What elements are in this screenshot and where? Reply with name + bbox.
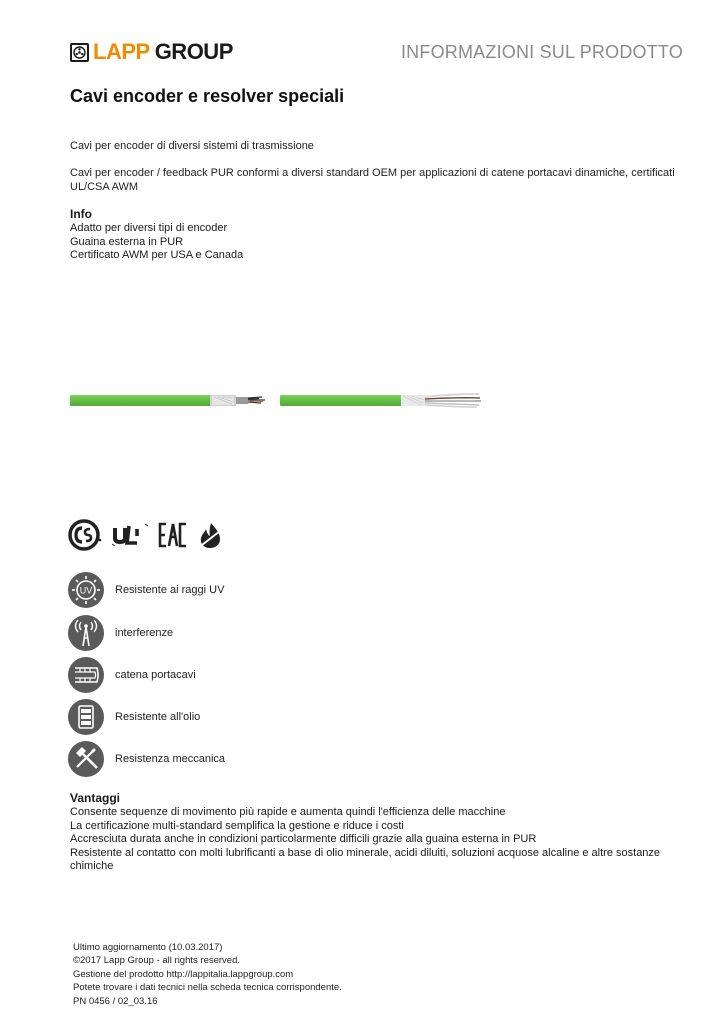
vantaggi-item: Accresciuta durata anche in condizioni particolarmente difficili grazie alla guaina esterna in PUR bbox=[70, 833, 537, 845]
feature-uv bbox=[68, 572, 225, 608]
flame-retardant-icon bbox=[198, 521, 224, 549]
svg-text:UV: UV bbox=[79, 585, 93, 596]
vantaggi-item: La certificazione multi-standard semplifica la gestione e riduce i costi bbox=[70, 819, 404, 832]
info-heading: Info bbox=[70, 207, 92, 221]
section-label: INFORMAZIONI SUL PRODOTTO bbox=[400, 42, 683, 62]
eac-mark-icon bbox=[158, 522, 188, 548]
info-item: Guaina esterna in PUR bbox=[70, 235, 184, 248]
vantaggi-item: Consente sequenze di movimento più rapide e aumenta quindi l'efficienza delle macchine bbox=[70, 806, 506, 818]
cable-image-1 bbox=[70, 395, 275, 406]
csa-mark-icon bbox=[68, 518, 102, 552]
uv-icon bbox=[68, 572, 104, 608]
intro-paragraph-1: Cavi per encoder di diversi sistemi di trasmissione bbox=[70, 140, 314, 152]
cable-image-2 bbox=[280, 395, 485, 406]
footer-updated: Ultimo aggiornamento (10.03.2017) bbox=[73, 942, 223, 953]
oil-icon bbox=[68, 699, 104, 735]
feature-label: Resistente all'olio bbox=[115, 711, 201, 723]
footer-pn: PN 0456 / 02_03.16 bbox=[73, 995, 158, 1007]
feature-label: catena portacavi bbox=[115, 669, 196, 681]
footer-datasheet-note: Potete trovare i dati tecnici nella scheda tecnica corrispondente. bbox=[73, 982, 342, 994]
lapp-group-logo bbox=[70, 40, 233, 64]
feature-label: Resistenza meccanica bbox=[115, 753, 226, 765]
cable-reel-icon bbox=[70, 43, 89, 62]
hammer-icon bbox=[68, 741, 104, 777]
footer bbox=[73, 941, 342, 1008]
vantaggi-heading: Vantaggi bbox=[70, 791, 121, 805]
footer-copyright: ©2017 Lapp Group - all rights reserved. bbox=[73, 955, 241, 967]
feature-label: interferenze bbox=[115, 627, 174, 639]
page-title: Cavi encoder e resolver speciali bbox=[70, 86, 345, 106]
info-item: Certificato AWM per USA e Canada bbox=[70, 249, 244, 261]
logo-group-text: GROUP bbox=[154, 39, 233, 64]
feature-mechanical bbox=[68, 741, 226, 777]
logo-lapp-text: LAPP bbox=[93, 39, 150, 64]
feature-label: Resistente ai raggi UV bbox=[115, 584, 225, 596]
vantaggi-list bbox=[70, 806, 680, 874]
intro-paragraph-2: Cavi per encoder / feedback PUR conformi a diversi standard OEM per applicazioni di catene portacavi dinamiche, certificati UL/CSA AWM bbox=[70, 167, 675, 193]
footer-product-management: Gestione del prodotto http://lappitalia.lappgroup.com bbox=[73, 968, 294, 980]
feature-cable-chain bbox=[68, 657, 196, 693]
feature-oil bbox=[68, 699, 201, 735]
certification-marks bbox=[68, 518, 234, 552]
vantaggi-item: Resistente al contatto con molti lubrificanti a base di olio minerale, acidi diluiti, soluzioni acquose alcaline e altre sostanze chimiche bbox=[70, 846, 661, 872]
antenna-icon bbox=[68, 615, 104, 651]
ul-recognized-mark-icon bbox=[112, 524, 148, 546]
cable-chain-icon bbox=[68, 657, 104, 693]
info-list bbox=[70, 222, 243, 263]
info-item: Adatto per diversi tipi di encoder bbox=[70, 222, 228, 234]
feature-interference bbox=[68, 615, 174, 651]
